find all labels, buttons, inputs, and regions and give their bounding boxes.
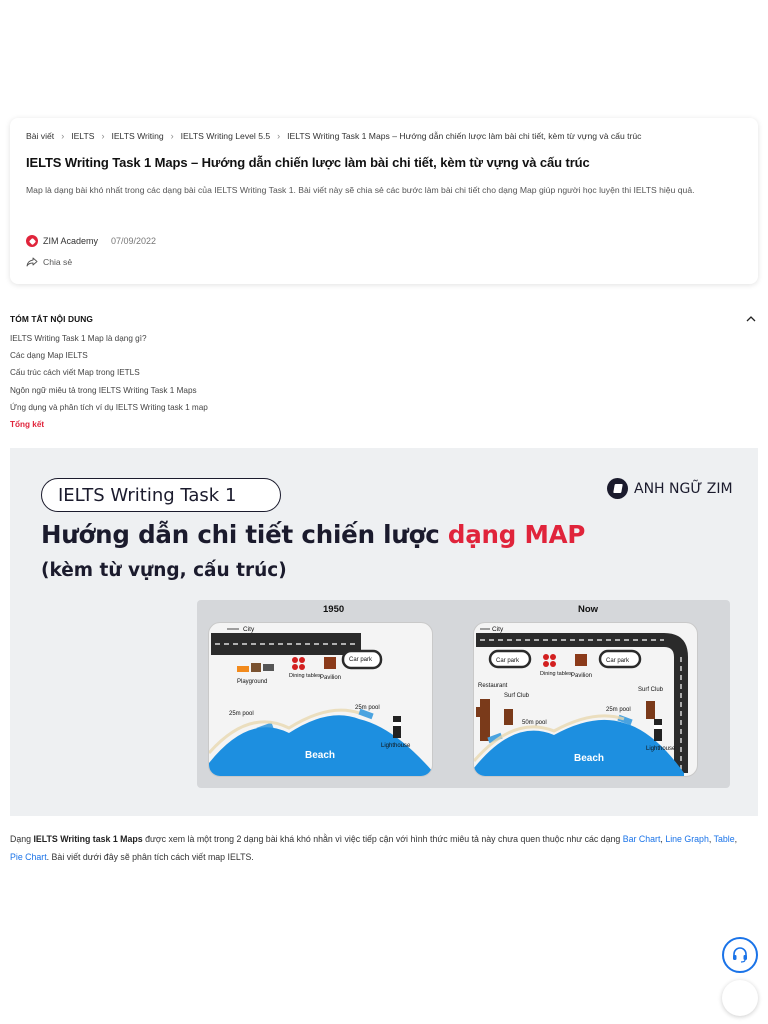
intro-sep: , [734,834,738,844]
hero-pill: IELTS Writing Task 1 [41,478,281,512]
map-label-beach: Beach [305,750,336,761]
map-label-restaurant: Restaurant [478,683,508,689]
link-line-graph[interactable]: Line Graph [665,834,709,844]
map-year-label: 1950 [323,604,345,615]
map-label-pavilion: Pavilion [320,675,342,681]
toc-item-active[interactable]: Tổng kết [10,419,45,429]
map-label-surfclub-left: Surf Club [504,693,530,699]
map-1950-drawing [209,623,433,777]
map-label-carpark-right: Car park [606,658,630,664]
intro-sep: , [708,834,714,844]
share-label: Chia sẻ [43,257,73,267]
map-label-carpark-left: Car park [496,658,520,664]
map-label-carpark: Car park [349,657,373,663]
map-label-pool-right: 25m pool [355,705,380,711]
link-table[interactable]: Table [713,834,735,844]
article-header-card [10,118,758,284]
publish-date: 07/09/2022 [111,236,157,246]
map-now [473,622,698,777]
headset-icon [731,946,749,964]
brand-name: ANH NGỮ ZIM [634,480,733,497]
breadcrumb-chevron-icon: › [170,131,174,141]
zim-logo-icon [26,235,38,247]
map-label-lighthouse: Lighthouse [381,743,411,749]
hero-heading [41,520,585,549]
zim-brand-icon [607,478,628,499]
breadcrumb-item-current[interactable]: IELTS Writing Task 1 Maps – Hướng dẫn chiến lược làm bài chi tiết, kèm từ vựng và cấu trúc [287,131,642,141]
map-label-pool-left: 25m pool [229,711,254,717]
breadcrumb-item-ielts[interactable]: IELTS [71,131,95,141]
breadcrumb [26,131,641,141]
breadcrumb-chevron-icon: › [101,131,105,141]
map-label-pavilion: Pavilion [571,673,593,679]
toc-list [10,333,758,436]
chat-button[interactable] [722,980,758,1016]
link-pie-chart[interactable]: Pie Chart [10,852,47,862]
intro-text-1: Dạng [10,834,34,844]
toc-item[interactable]: Ngôn ngữ miêu tả trong IELTS Writing Task 1 Maps [10,385,197,395]
hero-heading-main: Hướng dẫn chi tiết chiến lược [41,520,448,549]
share-button[interactable] [26,257,72,267]
map-label-lighthouse: Lighthouse [646,746,676,752]
toc-title: TÓM TẮT NỘI DUNG [10,314,94,324]
intro-sep: , [660,834,666,844]
chevron-up-icon[interactable] [744,312,758,326]
map-1950 [208,622,433,777]
support-button[interactable] [722,937,758,973]
breadcrumb-chevron-icon: › [61,131,65,141]
intro-bold: IELTS Writing task 1 Maps [33,834,143,844]
hero-banner-image [10,448,758,816]
intro-text-2: được xem là một trong 2 dạng bài khá khó nhằn vì việc tiếp cận với hình thức miêu tả này chưa quen thuộc như các dạng [142,834,623,844]
brand-logo [607,478,733,499]
map-label-surfclub-right: Surf Club [638,687,664,693]
map-label-city: City [243,626,255,633]
toc-item[interactable]: Cấu trúc cách viết Map trong IETLS [10,368,140,378]
map-label-dining: Dining tables [540,671,572,677]
breadcrumb-item-ielts-writing[interactable]: IELTS Writing [111,131,164,141]
author-name[interactable]: ZIM Academy [43,236,99,246]
toc-item[interactable]: Các dạng Map IELTS [10,351,88,361]
toc-header[interactable] [10,312,758,326]
toc-item[interactable]: Ứng dụng và phân tích ví dụ IELTS Writing task 1 map [10,402,208,412]
map-label-city: City [492,626,504,633]
breadcrumb-chevron-icon: › [277,131,281,141]
breadcrumb-item-bai-viet[interactable]: Bài viết [26,131,55,141]
map-label-beach: Beach [574,753,605,764]
link-bar-chart[interactable]: Bar Chart [622,834,661,844]
map-label-pool25: 25m pool [606,707,631,713]
page-title: IELTS Writing Task 1 Maps – Hướng dẫn chiến lược làm bài chi tiết, kèm từ vựng và cấu trúc [26,155,590,170]
breadcrumb-item-level[interactable]: IELTS Writing Level 5.5 [180,131,271,141]
hero-subheading: (kèm từ vựng, cấu trúc) [41,560,287,581]
article-description: Map là dạng bài khó nhất trong các dạng bài của IELTS Writing Task 1. Bài viết này sẽ chia sẻ các bước làm bài chi tiết cho dạng Map giúp người học luyện thi IELTS hiệu quả. [26,185,695,195]
intro-paragraph [10,830,740,866]
share-icon [26,257,38,267]
map-label-pool50: 50m pool [522,720,547,726]
hero-heading-accent: dạng MAP [447,520,586,549]
map-label-dining: Dining tables [289,673,321,679]
intro-text-3: . Bài viết dưới đây sẽ phân tích cách viết map IELTS. [46,852,254,862]
map-year-label: Now [578,604,599,615]
map-now-drawing [474,623,698,777]
table-of-contents [10,312,758,436]
toc-item[interactable]: IELTS Writing Task 1 Map là dạng gì? [10,334,147,343]
map-label-playground: Playground [237,679,268,685]
maps-illustration [197,600,730,788]
author-row [26,235,156,247]
